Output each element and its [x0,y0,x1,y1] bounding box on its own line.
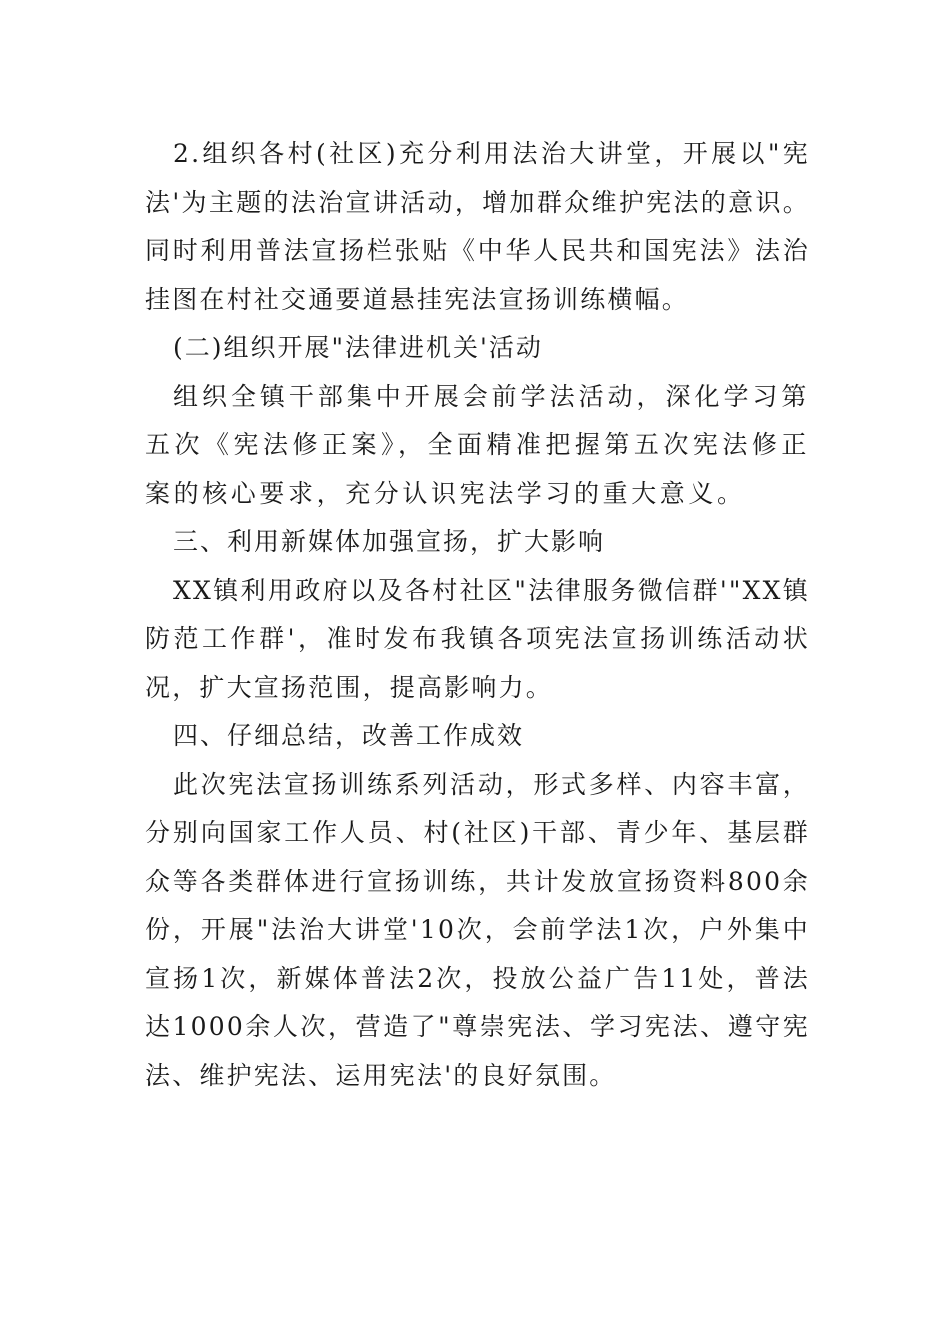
paragraph-item-2: 2.组织各村(社区)充分利用法治大讲堂，开展以"宪法'为主题的法治宣讲活动，增加群众维护宪法的意识。同时利用普法宣扬栏张贴《中华人民共和国宪法》法治挂图在村社交通要道悬挂宪法宣扬训练横幅。 [145,139,810,314]
section-heading-2: (二)组织开展"法律进机关'活动 [173,333,543,362]
document-body [145,130,810,1100]
paragraph-new-media: XX镇利用政府以及各村社区"法律服务微信群'"XX镇防范工作群'，准时发布我镇各项宪法宣扬训练活动状况，扩大宣扬范围，提高影响力。 [145,575,810,702]
section-heading-4: 四、仔细总结，改善工作成效 [173,721,525,750]
section-heading-3: 三、利用新媒体加强宣扬，扩大影响 [173,527,606,556]
paragraph-summary: 此次宪法宣扬训练系列活动，形式多样、内容丰富，分别向国家工作人员、村(社区)干部、青少年、基层群众等各类群体进行宣扬训练，共计发放宣扬资料800余份，开展"法治大讲堂'10次，会前学法1次，户外集中宣扬1次，新媒体普法2次，投放公益广告11处，普法达1000余人次，营造了"尊崇宪法、学习宪法、遵守宪法、维护宪法、运用宪法'的良好氛围。 [145,769,810,1090]
paragraph-cadre-study: 组织全镇干部集中开展会前学法活动，深化学习第五次《宪法修正案》，全面精准把握第五次宪法修正案的核心要求，充分认识宪法学习的重大意义。 [145,381,810,508]
